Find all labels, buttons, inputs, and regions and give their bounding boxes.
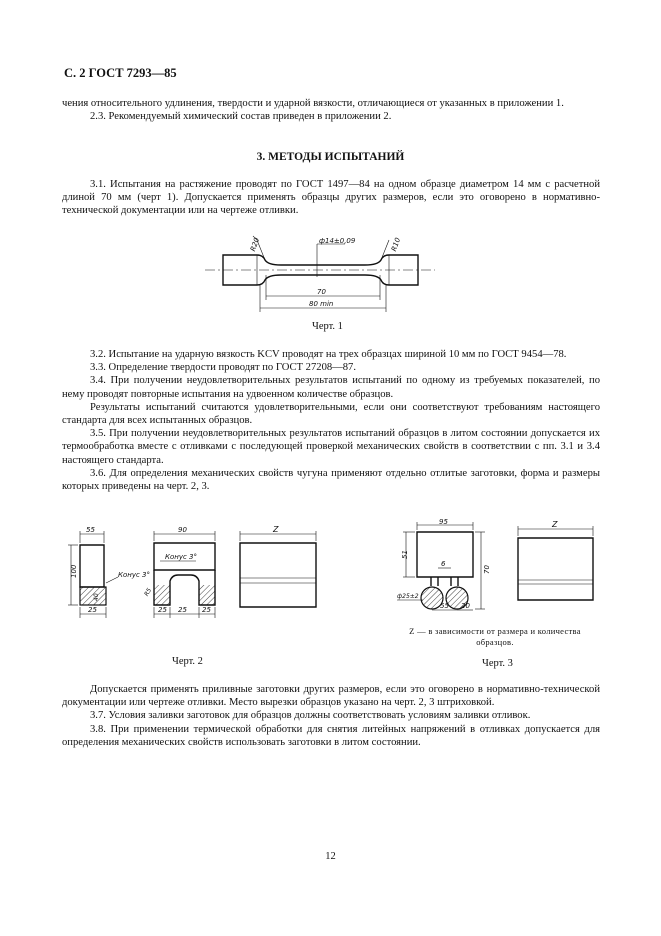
text-block-middle <box>62 348 600 493</box>
fig1-radius-right: R10 <box>389 236 403 253</box>
fig3-diameter-label: ф25±2 <box>397 593 419 600</box>
paragraph-3-2: 3.2. Испытание на ударную вязкость KCV проводят на трех образцах шириной 10 мм по ГОСТ 9454—78. <box>90 349 567 360</box>
paragraph-2-3: 2.3. Рекомендуемый химический состав приведен в приложении 2. <box>90 111 392 123</box>
page-number: 12 <box>325 851 336 862</box>
paragraph-3-4: 3.4. При получении неудовлетворительных результатов испытаний по одному из требуемых показателей, по нему проводят повторные испытания на удвоенном количестве образцов. <box>62 375 600 400</box>
figure-1-drawing <box>205 234 435 324</box>
fig2-cone-label-1: Конус 3° <box>118 571 150 579</box>
fig2-dim-100: 100 <box>70 564 78 578</box>
fig2-dim-z: Z <box>273 525 279 534</box>
fig2-dim-25b: 25 <box>158 606 167 614</box>
figure-2-drawing <box>60 525 320 620</box>
fig2-dim-55: 55 <box>86 526 95 534</box>
figure-3-drawing <box>395 520 605 615</box>
paragraph-3-5: 3.5. При получении неудовлетворительных результатов испытаний образцов в литом состоянии допускается их термообработка вместе с отливками с последующей проверкой механических свойств в соответствии с пп. 3.1 и 3.4 настоящего стандарта. <box>62 428 600 466</box>
figure-3-note: Z — в зависимости от размера и количества образцов. <box>409 626 581 647</box>
fig3-dim-95: 95 <box>439 518 448 526</box>
paragraph-3-4b: Результаты испытаний считаются удовлетворительными, если они соответствуют требованиям настоящего стандарта для всех испытанных образцов. <box>62 401 600 427</box>
figure-2-caption: Черт. 2 <box>172 656 203 667</box>
fig2-dim-25d: 25 <box>202 606 211 614</box>
fig1-radius-left: R20 <box>248 236 262 253</box>
fig2-dim-25a: 25 <box>88 606 97 614</box>
paragraph-after-figures: Допускается применять приливные заготовки других размеров, если это оговорено в нормативно-технической документации или чертеже отливки. Место вырезки образцов указано на черт. 2, 3 штриховкой. <box>62 684 600 709</box>
fig3-dim-51: 51 <box>401 550 409 559</box>
fig2-dim-40: 40 <box>93 593 100 601</box>
fig1-diameter-label: ф14±0,09 <box>319 237 356 245</box>
paragraph-3-7: 3.7. Условия заливки заготовок для образцов должны соответствовать условиям заливки отливок. <box>90 710 531 722</box>
paragraph-3-8: 3.8. При применении термической обработки для снятия литейных напряжений в отливках допускается для определения механических свойств использовать заготовки в литом состоянии. <box>62 723 600 748</box>
paragraph-3-6: 3.6. Для определения механических свойств чугуна применяют отдельно отлитые заготовки, форма и размеры которых приведены на черт. 2, 3. <box>62 467 600 493</box>
fig3-dim-20: 20 <box>461 602 470 610</box>
paragraph-3-3: 3.3. Определение твердости проводят по ГОСТ 27208—87. <box>90 362 357 374</box>
fig2-dim-25c: 25 <box>178 606 187 614</box>
fig1-dim-70: 70 <box>317 288 326 296</box>
fig3-dim-55: 55 <box>440 602 449 610</box>
text-block-bottom <box>62 683 600 749</box>
fig3-dim-6: 6 <box>441 560 446 568</box>
text-block-top <box>62 97 600 123</box>
figure-3-caption: Черт. 3 <box>482 658 513 669</box>
fig2-dim-90: 90 <box>178 526 187 534</box>
fig3-dim-70: 70 <box>483 565 491 574</box>
figure-1-caption: Черт. 1 <box>312 321 343 332</box>
fig3-dim-z: Z <box>552 520 558 529</box>
fig2-radius-5: R5 <box>143 587 154 598</box>
paragraph-3-1-block <box>62 178 600 218</box>
section-title: 3. МЕТОДЫ ИСПЫТАНИЙ <box>256 151 405 163</box>
fig2-cone-label-2: Конус 3° <box>165 553 197 561</box>
page-header: С. 2 ГОСТ 7293—85 <box>64 66 177 80</box>
paragraph-intro: чения относительного удлинения, твердости и ударной вязкости, отличающиеся от указанных в приложении 1. <box>62 98 564 109</box>
paragraph-3-1: 3.1. Испытания на растяжение проводят по ГОСТ 1497—84 на одном образце диаметром 14 мм с расчетной длиной 70 мм (черт 1). Допускается применять образцы других размеров, если это оговорено в нормативно-технической документации или на чертеже отливки. <box>62 179 600 217</box>
fig1-dim-80: 80 min <box>309 300 334 308</box>
